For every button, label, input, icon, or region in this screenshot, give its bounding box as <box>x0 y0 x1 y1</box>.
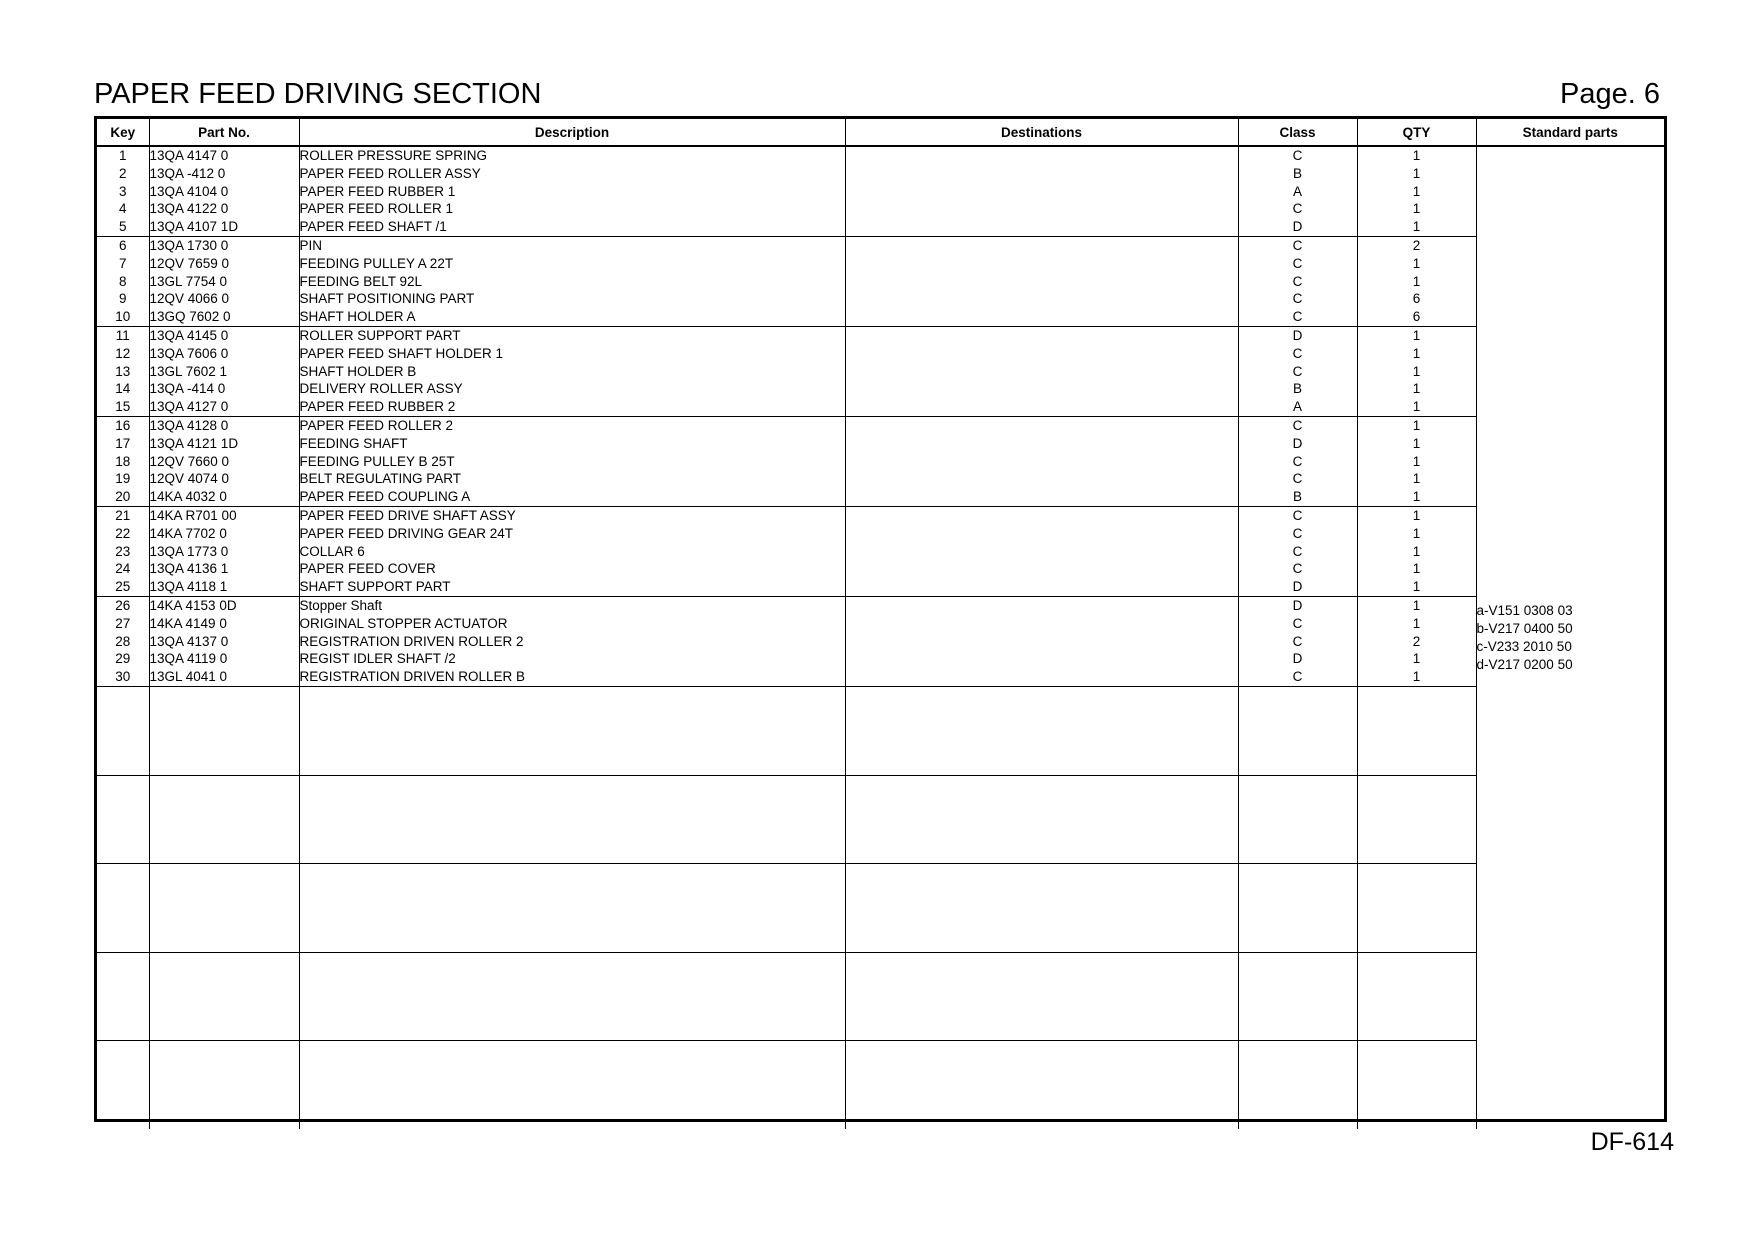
part-number-cell: 13GL 7754 0 <box>149 273 299 291</box>
part-number-cell: 13QA 4122 0 <box>149 200 299 218</box>
description-cell: REGISTRATION DRIVEN ROLLER 2 <box>299 633 845 651</box>
qty-cell: 1 <box>1357 453 1476 471</box>
description-cell: PAPER FEED COUPLING A <box>299 488 845 506</box>
qty-cell: 1 <box>1357 380 1476 398</box>
qty-cell: 1 <box>1357 525 1476 543</box>
destinations-cell <box>845 615 1238 633</box>
class-cell: D <box>1238 435 1357 453</box>
key-cell: 12 <box>115 345 131 361</box>
qty-cell: 1 <box>1357 345 1476 363</box>
parts-list-frame <box>94 116 1667 1122</box>
description-cell: REGIST IDLER SHAFT /2 <box>299 650 845 668</box>
key-cell: 28 <box>115 633 131 649</box>
description-cell: Stopper Shaft <box>299 596 845 614</box>
description-cell: ROLLER PRESSURE SPRING <box>299 146 845 165</box>
table-row <box>97 183 1664 201</box>
blank-cell <box>97 686 149 775</box>
blank-cell <box>845 864 1238 953</box>
destinations-cell <box>845 596 1238 614</box>
description-cell: PAPER FEED COVER <box>299 560 845 578</box>
part-number-cell: 14KA 4032 0 <box>149 488 299 506</box>
blank-cell <box>149 775 299 864</box>
part-number-cell: 12QV 4074 0 <box>149 470 299 488</box>
part-number-cell: 13QA 4119 0 <box>149 650 299 668</box>
table-row <box>97 596 1664 614</box>
class-cell: C <box>1238 453 1357 471</box>
part-number-cell: 13QA 4128 0 <box>149 416 299 434</box>
blank-cell <box>1238 775 1357 864</box>
qty-cell: 1 <box>1357 435 1476 453</box>
blank-cell <box>299 1041 845 1129</box>
qty-cell: 2 <box>1357 633 1476 651</box>
table-row <box>97 398 1664 416</box>
part-number-cell: 14KA 4149 0 <box>149 615 299 633</box>
table-row <box>97 615 1664 633</box>
destinations-cell <box>845 543 1238 561</box>
qty-cell: 6 <box>1357 290 1476 308</box>
destinations-cell <box>845 200 1238 218</box>
part-number-cell: 13QA 4147 0 <box>149 146 299 165</box>
description-cell: SHAFT HOLDER B <box>299 363 845 381</box>
description-cell: COLLAR 6 <box>299 543 845 561</box>
blank-cell <box>1357 952 1476 1041</box>
table-row <box>97 543 1664 561</box>
class-cell: C <box>1238 290 1357 308</box>
key-cell: 19 <box>115 471 131 487</box>
class-cell: D <box>1238 596 1357 614</box>
part-number-cell: 13QA -412 0 <box>149 165 299 183</box>
blank-cell <box>149 1041 299 1129</box>
qty-cell: 1 <box>1357 363 1476 381</box>
blank-cell <box>1238 1041 1357 1129</box>
part-number-cell: 13QA 4145 0 <box>149 326 299 344</box>
blank-cell <box>149 952 299 1041</box>
table-row <box>97 506 1664 524</box>
table-row <box>97 218 1664 236</box>
blank-cell <box>1357 1041 1476 1129</box>
qty-cell: 1 <box>1357 183 1476 201</box>
key-cell: 21 <box>115 507 131 523</box>
blank-row <box>97 1041 1664 1129</box>
description-cell: PAPER FEED DRIVE SHAFT ASSY <box>299 506 845 524</box>
class-cell: D <box>1238 218 1357 236</box>
standard-part-item: d-V217 0200 50 <box>1476 656 1573 672</box>
description-cell: PAPER FEED ROLLER ASSY <box>299 165 845 183</box>
destinations-cell <box>845 506 1238 524</box>
class-cell: C <box>1238 506 1357 524</box>
blank-cell <box>845 1041 1238 1129</box>
table-row <box>97 326 1664 344</box>
blank-cell <box>845 686 1238 775</box>
part-number-cell: 13QA 4137 0 <box>149 633 299 651</box>
standard-part-item: b-V217 0400 50 <box>1476 621 1573 637</box>
destinations-cell <box>845 525 1238 543</box>
key-cell: 26 <box>115 597 131 613</box>
destinations-cell <box>845 488 1238 506</box>
class-cell: C <box>1238 363 1357 381</box>
table-row <box>97 435 1664 453</box>
qty-cell: 1 <box>1357 146 1476 165</box>
class-cell: C <box>1238 525 1357 543</box>
description-cell: PAPER FEED ROLLER 2 <box>299 416 845 434</box>
table-row <box>97 416 1664 434</box>
qty-cell: 1 <box>1357 650 1476 668</box>
class-cell: C <box>1238 200 1357 218</box>
destinations-cell <box>845 308 1238 326</box>
part-number-cell: 12QV 7659 0 <box>149 255 299 273</box>
destinations-cell <box>845 453 1238 471</box>
blank-cell <box>97 1041 149 1129</box>
blank-row <box>97 952 1664 1041</box>
part-number-cell: 13QA 1773 0 <box>149 543 299 561</box>
table-row <box>97 525 1664 543</box>
page-title: PAPER FEED DRIVING SECTION <box>94 78 542 110</box>
description-cell: DELIVERY ROLLER ASSY <box>299 380 845 398</box>
key-cell: 30 <box>97 668 149 686</box>
standard-part-item: c-V233 2010 50 <box>1476 638 1572 654</box>
destinations-cell <box>845 416 1238 434</box>
key-cell: 18 <box>115 453 131 469</box>
class-cell: B <box>1238 165 1357 183</box>
key-cell: 8 <box>118 273 127 289</box>
column-header-class: Class <box>1238 119 1357 146</box>
key-cell: 6 <box>118 237 127 253</box>
description-cell: FEEDING BELT 92L <box>299 273 845 291</box>
class-cell: B <box>1238 380 1357 398</box>
class-cell: C <box>1238 236 1357 254</box>
table-row <box>97 345 1664 363</box>
key-cell: 16 <box>115 417 131 433</box>
destinations-cell <box>845 560 1238 578</box>
description-cell: FEEDING PULLEY A 22T <box>299 255 845 273</box>
qty-cell: 1 <box>1357 273 1476 291</box>
blank-row <box>97 864 1664 953</box>
table-row <box>97 146 1664 165</box>
part-number-cell: 12QV 4066 0 <box>149 290 299 308</box>
part-number-cell: 13QA -414 0 <box>149 380 299 398</box>
part-number-cell: 13QA 7606 0 <box>149 345 299 363</box>
class-cell: C <box>1238 633 1357 651</box>
destinations-cell <box>845 326 1238 344</box>
qty-cell: 1 <box>1357 326 1476 344</box>
key-cell: 3 <box>118 183 127 199</box>
part-number-cell: 13GL 7602 1 <box>149 363 299 381</box>
class-cell: C <box>1238 273 1357 291</box>
description-cell: SHAFT HOLDER A <box>299 308 845 326</box>
class-cell: A <box>1238 183 1357 201</box>
table-row <box>97 650 1664 668</box>
description-cell: SHAFT SUPPORT PART <box>299 578 845 596</box>
description-cell: BELT REGULATING PART <box>299 470 845 488</box>
blank-cell <box>845 952 1238 1041</box>
qty-cell: 1 <box>1357 668 1476 686</box>
key-cell: 1 <box>118 148 127 163</box>
key-cell: 4 <box>118 201 127 217</box>
description-cell: PAPER FEED DRIVING GEAR 24T <box>299 525 845 543</box>
table-row <box>97 236 1664 254</box>
blank-cell <box>97 775 149 864</box>
description-cell: PAPER FEED SHAFT HOLDER 1 <box>299 345 845 363</box>
description-cell: SHAFT POSITIONING PART <box>299 290 845 308</box>
model-number: DF-614 <box>1590 1128 1674 1156</box>
destinations-cell <box>845 650 1238 668</box>
description-cell: REGISTRATION DRIVEN ROLLER B <box>299 668 845 686</box>
destinations-cell <box>845 470 1238 488</box>
class-cell: C <box>1238 416 1357 434</box>
key-cell: 29 <box>115 651 131 667</box>
blank-cell <box>97 952 149 1041</box>
destinations-cell <box>845 183 1238 201</box>
blank-cell <box>299 775 845 864</box>
table-row <box>97 200 1664 218</box>
qty-cell: 1 <box>1357 488 1476 506</box>
description-cell: PIN <box>299 236 845 254</box>
description-cell: PAPER FEED RUBBER 1 <box>299 183 845 201</box>
key-cell: 9 <box>118 291 127 307</box>
table-row <box>97 578 1664 596</box>
qty-cell: 1 <box>1357 560 1476 578</box>
class-cell: C <box>1238 668 1357 686</box>
part-number-cell: 13QA 4118 1 <box>149 578 299 596</box>
page-number: Page. 6 <box>1560 78 1660 110</box>
key-cell: 24 <box>115 561 131 577</box>
key-cell: 23 <box>115 543 131 559</box>
column-header-description: Description <box>299 119 845 146</box>
class-cell: D <box>1238 326 1357 344</box>
blank-row <box>97 775 1664 864</box>
blank-cell <box>1238 864 1357 953</box>
part-number-cell: 12QV 7660 0 <box>149 453 299 471</box>
class-cell: C <box>1238 615 1357 633</box>
table-row <box>97 633 1664 651</box>
table-row <box>97 488 1664 506</box>
key-cell: 27 <box>115 615 131 631</box>
column-header-part-no: Part No. <box>149 119 299 146</box>
destinations-cell <box>845 633 1238 651</box>
destinations-cell <box>845 290 1238 308</box>
description-cell: PAPER FEED RUBBER 2 <box>299 398 845 416</box>
class-cell: C <box>1238 345 1357 363</box>
blank-cell <box>149 686 299 775</box>
table-row <box>97 273 1664 291</box>
qty-cell: 1 <box>1357 200 1476 218</box>
column-header-qty: QTY <box>1357 119 1476 146</box>
qty-cell: 1 <box>1357 165 1476 183</box>
key-cell: 11 <box>115 327 130 343</box>
table-row <box>97 470 1664 488</box>
table-row <box>97 290 1664 308</box>
column-header-key: Key <box>97 119 149 146</box>
key-cell: 5 <box>97 218 149 236</box>
class-cell: C <box>1238 255 1357 273</box>
blank-row <box>97 686 1664 775</box>
qty-cell: 1 <box>1357 398 1476 416</box>
key-cell: 25 <box>97 578 149 596</box>
key-cell: 2 <box>118 165 127 181</box>
part-number-cell: 13QA 4104 0 <box>149 183 299 201</box>
destinations-cell <box>845 273 1238 291</box>
table-row <box>97 363 1664 381</box>
key-cell: 15 <box>97 398 149 416</box>
table-row <box>97 380 1664 398</box>
part-number-cell: 13GL 4041 0 <box>149 668 299 686</box>
key-cell: 13 <box>115 363 131 379</box>
table-row <box>97 255 1664 273</box>
part-number-cell: 13QA 4121 1D <box>149 435 299 453</box>
column-header-destinations: Destinations <box>845 119 1238 146</box>
description-cell: PAPER FEED SHAFT /1 <box>299 218 845 236</box>
qty-cell: 1 <box>1357 416 1476 434</box>
qty-cell: 1 <box>1357 596 1476 614</box>
destinations-cell <box>845 380 1238 398</box>
part-number-cell: 14KA 7702 0 <box>149 525 299 543</box>
blank-cell <box>1357 775 1476 864</box>
table-row <box>97 308 1664 326</box>
class-cell: A <box>1238 398 1357 416</box>
blank-cell <box>1357 686 1476 775</box>
destinations-cell <box>845 165 1238 183</box>
destinations-cell <box>845 578 1238 596</box>
destinations-cell <box>845 435 1238 453</box>
destinations-cell <box>845 218 1238 236</box>
column-header-standard-parts: Standard parts <box>1476 119 1664 146</box>
class-cell: D <box>1238 650 1357 668</box>
key-cell: 17 <box>115 435 131 451</box>
description-cell: FEEDING PULLEY B 25T <box>299 453 845 471</box>
table-row <box>97 668 1664 686</box>
key-cell: 22 <box>115 525 131 541</box>
destinations-cell <box>845 345 1238 363</box>
part-number-cell: 14KA R701 00 <box>149 506 299 524</box>
part-number-cell: 13QA 4107 1D <box>149 218 299 236</box>
qty-cell: 1 <box>1357 506 1476 524</box>
class-cell: C <box>1238 308 1357 326</box>
part-number-cell: 13QA 4127 0 <box>149 398 299 416</box>
destinations-cell <box>845 668 1238 686</box>
class-cell: C <box>1238 146 1357 165</box>
key-cell: 14 <box>115 381 131 397</box>
qty-cell: 1 <box>1357 615 1476 633</box>
table-row <box>97 453 1664 471</box>
class-cell: D <box>1238 578 1357 596</box>
destinations-cell <box>845 363 1238 381</box>
qty-cell: 1 <box>1357 470 1476 488</box>
part-number-cell: 14KA 4153 0D <box>149 596 299 614</box>
qty-cell: 1 <box>1357 255 1476 273</box>
blank-cell <box>299 686 845 775</box>
destinations-cell <box>845 255 1238 273</box>
blank-cell <box>299 864 845 953</box>
blank-cell <box>1357 864 1476 953</box>
blank-cell <box>299 952 845 1041</box>
blank-cell <box>1238 952 1357 1041</box>
part-number-cell: 13QA 1730 0 <box>149 236 299 254</box>
table-row <box>97 165 1664 183</box>
description-cell: FEEDING SHAFT <box>299 435 845 453</box>
standard-part-item: a-V151 0308 03 <box>1476 603 1573 619</box>
description-cell: ROLLER SUPPORT PART <box>299 326 845 344</box>
qty-cell: 1 <box>1357 543 1476 561</box>
description-cell: PAPER FEED ROLLER 1 <box>299 200 845 218</box>
key-cell: 10 <box>97 308 149 326</box>
blank-cell <box>1238 686 1357 775</box>
key-cell: 7 <box>118 255 127 271</box>
table-row <box>97 560 1664 578</box>
qty-cell: 2 <box>1357 236 1476 254</box>
qty-cell: 6 <box>1357 308 1476 326</box>
destinations-cell <box>845 236 1238 254</box>
qty-cell: 1 <box>1357 578 1476 596</box>
class-cell: C <box>1238 560 1357 578</box>
key-cell: 20 <box>97 488 149 506</box>
destinations-cell <box>845 398 1238 416</box>
class-cell: B <box>1238 488 1357 506</box>
blank-cell <box>149 864 299 953</box>
table-header-row <box>97 119 1664 146</box>
standard-parts-cell <box>1476 146 1664 1129</box>
description-cell: ORIGINAL STOPPER ACTUATOR <box>299 615 845 633</box>
class-cell: C <box>1238 470 1357 488</box>
part-number-cell: 13QA 4136 1 <box>149 560 299 578</box>
destinations-cell <box>845 146 1238 165</box>
part-number-cell: 13GQ 7602 0 <box>149 308 299 326</box>
class-cell: C <box>1238 543 1357 561</box>
parts-table <box>97 119 1664 1129</box>
blank-cell <box>97 864 149 953</box>
qty-cell: 1 <box>1357 218 1476 236</box>
blank-cell <box>845 775 1238 864</box>
